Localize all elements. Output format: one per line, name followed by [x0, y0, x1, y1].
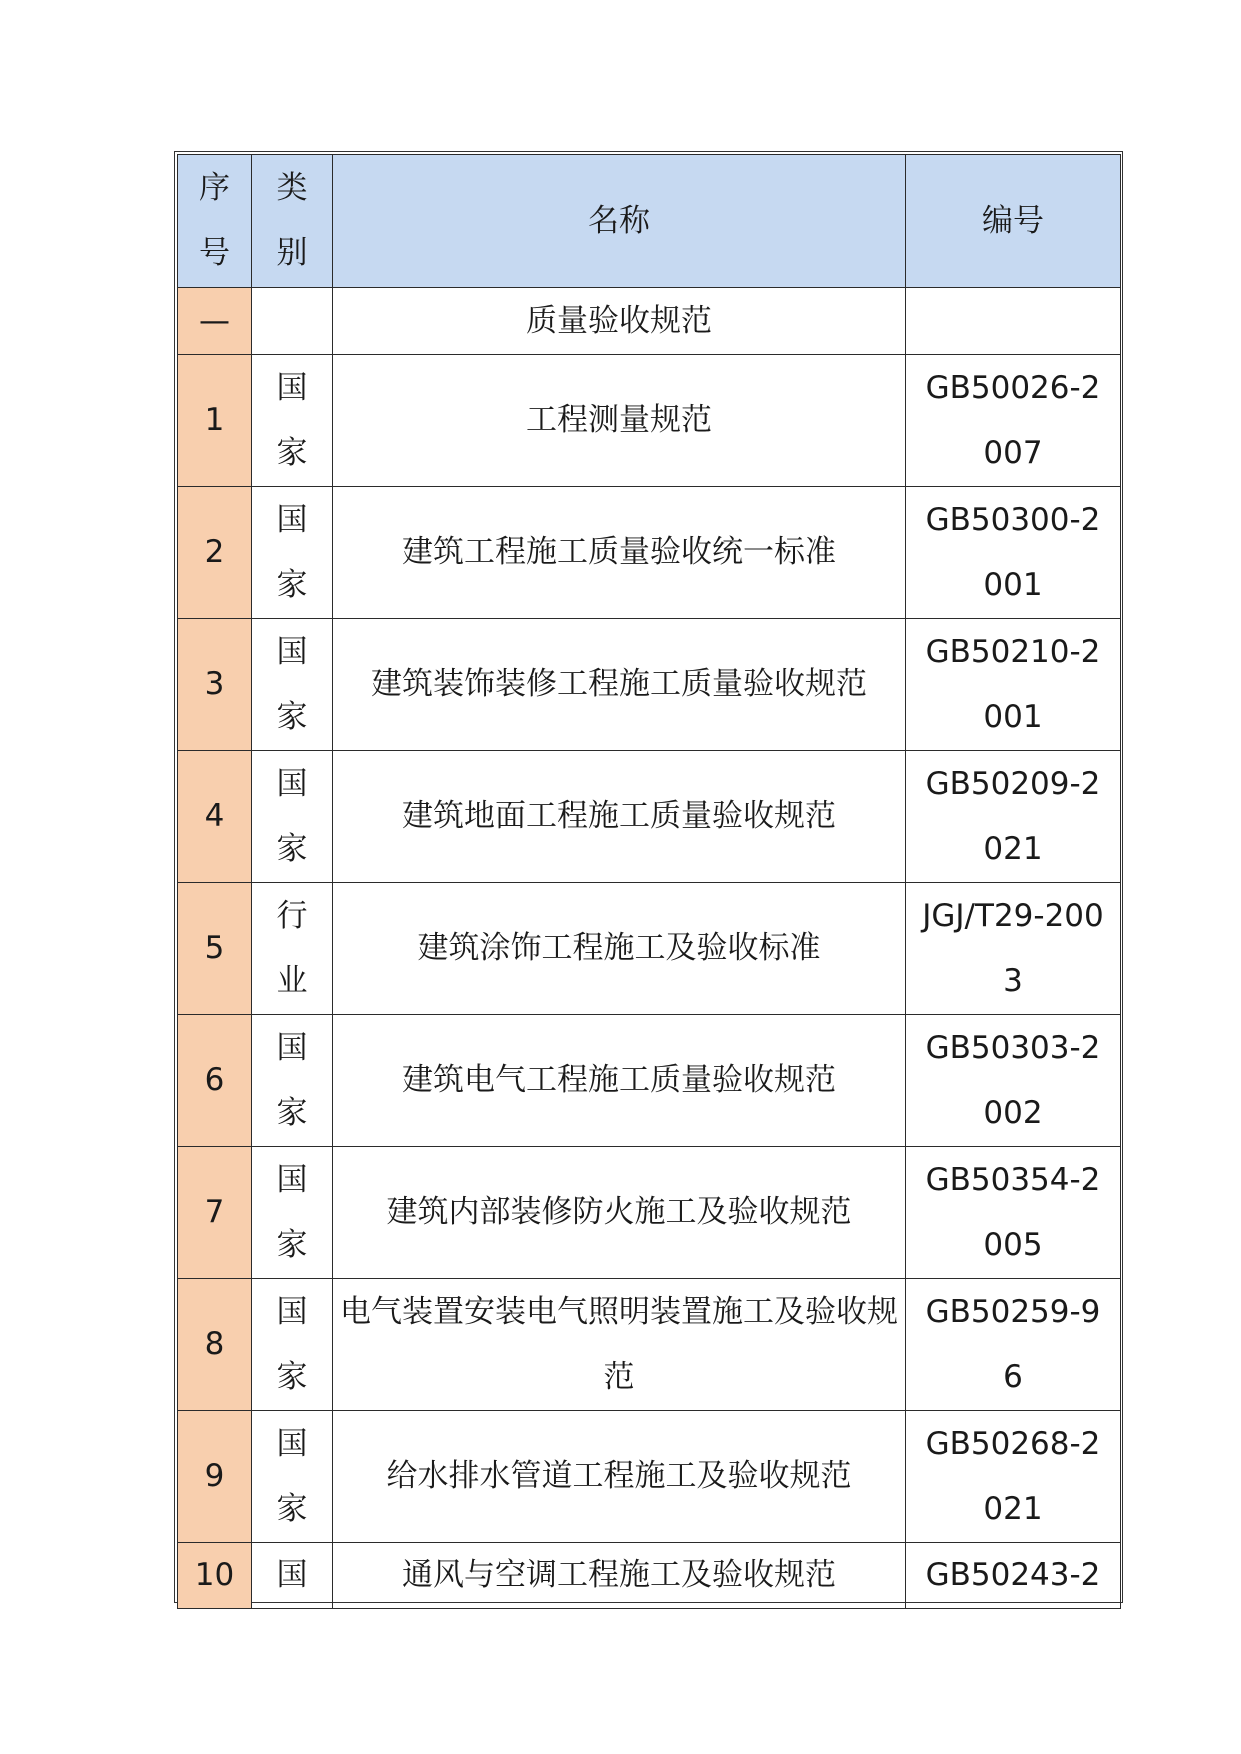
row-code-cell: GB50026-2007	[906, 355, 1121, 487]
row-seq-cell: 7	[178, 1147, 252, 1279]
table-row	[178, 883, 1121, 1015]
row-code-cell: GB50259-96	[906, 1279, 1121, 1411]
spec-table	[177, 154, 1121, 1609]
row-name-cell: 建筑内部装修防火施工及验收规范	[333, 1147, 906, 1279]
group-name-cell: 质量验收规范	[333, 288, 906, 355]
row-code-cell: GB50303-2002	[906, 1015, 1121, 1147]
row-category-cell: 国家	[252, 1147, 333, 1279]
row-category-cell: 国家	[252, 1411, 333, 1543]
group-category-cell	[252, 288, 333, 355]
row-category-cell: 行业	[252, 883, 333, 1015]
table-row	[178, 751, 1121, 883]
row-code-cell: GB50210-2001	[906, 619, 1121, 751]
header-code: 编号	[906, 155, 1121, 288]
row-seq-cell: 8	[178, 1279, 252, 1411]
row-code-cell: GB50209-2021	[906, 751, 1121, 883]
row-name-cell: 建筑装饰装修工程施工质量验收规范	[333, 619, 906, 751]
row-code-cell: JGJ/T29-2003	[906, 883, 1121, 1015]
row-code-cell: GB50300-2001	[906, 487, 1121, 619]
row-code-cell: GB50268-2021	[906, 1411, 1121, 1543]
row-seq-cell: 4	[178, 751, 252, 883]
row-name-cell: 建筑工程施工质量验收统一标准	[333, 487, 906, 619]
row-category-cell: 国家	[252, 487, 333, 619]
row-name-cell: 电气装置安装电气照明装置施工及验收规范	[333, 1279, 906, 1411]
row-category-cell: 国家	[252, 1015, 333, 1147]
row-seq-cell: 1	[178, 355, 252, 487]
table-row	[178, 1279, 1121, 1411]
table-row	[178, 355, 1121, 487]
row-seq-cell: 5	[178, 883, 252, 1015]
row-name-cell: 建筑电气工程施工质量验收规范	[333, 1015, 906, 1147]
spec-table-frame	[174, 151, 1123, 1603]
table-row	[178, 1411, 1121, 1543]
row-name-cell: 建筑涂饰工程施工及验收标准	[333, 883, 906, 1015]
row-category-cell: 国家	[252, 355, 333, 487]
row-name-cell: 建筑地面工程施工质量验收规范	[333, 751, 906, 883]
row-name-cell: 给水排水管道工程施工及验收规范	[333, 1411, 906, 1543]
table-header-row	[178, 155, 1121, 288]
row-name-cell: 通风与空调工程施工及验收规范	[333, 1543, 906, 1609]
table-row	[178, 487, 1121, 619]
row-name-cell: 工程测量规范	[333, 355, 906, 487]
row-category-cell: 国	[252, 1543, 333, 1609]
row-category-cell: 国家	[252, 619, 333, 751]
row-category-cell: 国家	[252, 1279, 333, 1411]
table-row	[178, 1015, 1121, 1147]
row-code-cell: GB50354-2005	[906, 1147, 1121, 1279]
row-seq-cell: 3	[178, 619, 252, 751]
group-seq-cell: —	[178, 288, 252, 355]
row-seq-cell: 10	[178, 1543, 252, 1609]
table-group-row	[178, 288, 1121, 355]
row-category-cell: 国家	[252, 751, 333, 883]
row-seq-cell: 9	[178, 1411, 252, 1543]
header-seq: 序号	[178, 155, 252, 288]
row-code-cell: GB50243-2	[906, 1543, 1121, 1609]
table-row	[178, 619, 1121, 751]
group-code-cell	[906, 288, 1121, 355]
table-row	[178, 1147, 1121, 1279]
table-row	[178, 1543, 1121, 1609]
header-category: 类别	[252, 155, 333, 288]
row-seq-cell: 2	[178, 487, 252, 619]
row-seq-cell: 6	[178, 1015, 252, 1147]
header-name: 名称	[333, 155, 906, 288]
